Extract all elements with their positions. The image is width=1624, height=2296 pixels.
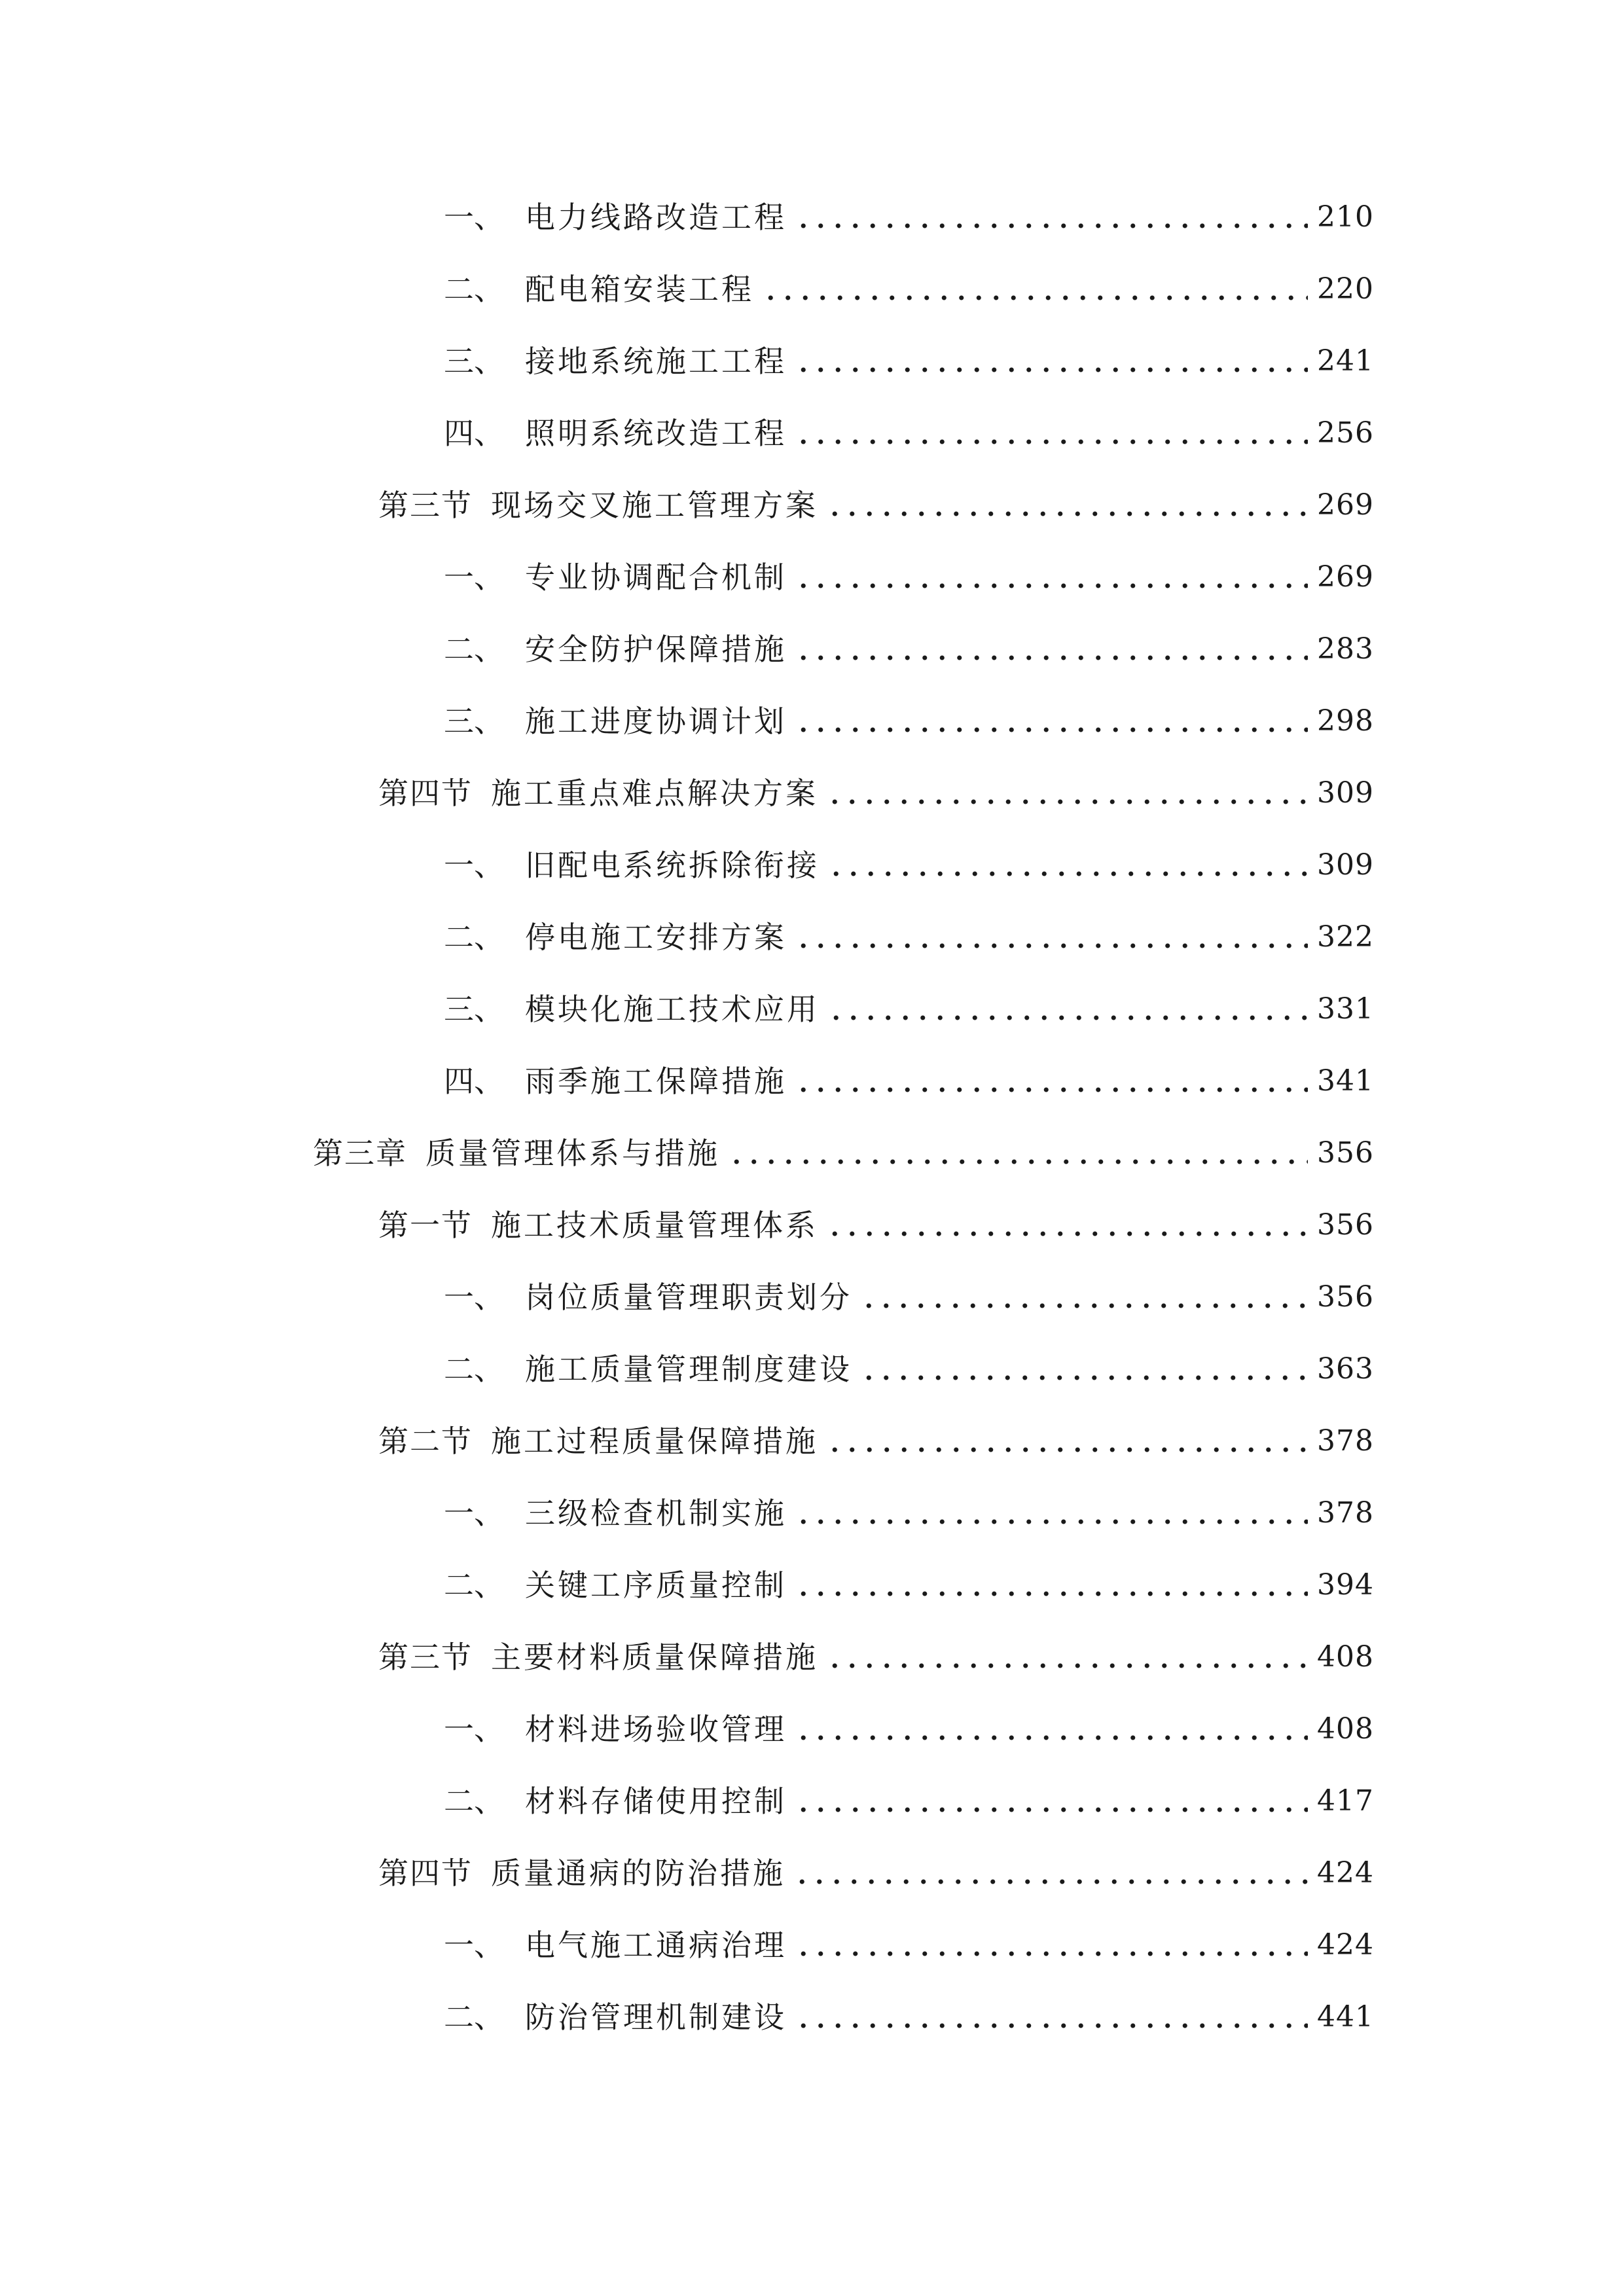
toc-entry[interactable] — [378, 1412, 1374, 1471]
toc-entry-page: 269 — [1317, 488, 1374, 522]
toc-entry[interactable] — [444, 1700, 1374, 1759]
toc-dot-leader — [795, 1087, 1308, 1092]
toc-entry[interactable] — [444, 260, 1374, 319]
toc-entry-title: 防治管理机制建设 — [525, 2000, 787, 2035]
toc-dot-leader — [795, 2023, 1308, 2028]
toc-entry-title: 质量通病的防治措施 — [491, 1856, 785, 1891]
toc-entry-page: 241 — [1317, 344, 1374, 378]
toc-entry[interactable] — [444, 836, 1374, 895]
toc-entry[interactable] — [444, 1340, 1374, 1399]
toc-entry[interactable] — [444, 332, 1374, 391]
toc-entry[interactable] — [313, 1124, 1374, 1183]
toc-dot-leader — [795, 943, 1308, 948]
toc-entry-number: 一、 — [444, 560, 504, 595]
toc-dot-leader — [826, 1447, 1308, 1452]
toc-entry-title: 接地系统施工工程 — [525, 344, 787, 379]
toc-entry-page: 408 — [1317, 1640, 1374, 1674]
toc-dot-leader — [795, 367, 1308, 372]
toc-entry-number: 二、 — [444, 632, 504, 667]
toc-entry-number: 二、 — [444, 272, 504, 307]
toc-entry-page: 341 — [1317, 1064, 1374, 1098]
toc-entry-page: 378 — [1317, 1496, 1374, 1530]
toc-entry-title: 安全防护保障措施 — [525, 632, 787, 667]
toc-entry[interactable] — [444, 980, 1374, 1039]
toc-entry-page: 378 — [1317, 1424, 1374, 1458]
toc-entry-title: 材料存储使用控制 — [525, 1784, 787, 1819]
toc-entry-page: 424 — [1317, 1856, 1374, 1890]
toc-entry-title: 关键工序质量控制 — [525, 1568, 787, 1603]
toc-entry-number: 二、 — [444, 2000, 504, 2035]
toc-entry-page: 283 — [1317, 632, 1374, 666]
toc-dot-leader — [795, 1807, 1308, 1812]
toc-entry[interactable] — [444, 1556, 1374, 1615]
toc-entry-page: 322 — [1317, 920, 1374, 954]
toc-entry[interactable] — [444, 1052, 1374, 1111]
toc-entry[interactable] — [444, 188, 1374, 247]
toc-dot-leader — [795, 223, 1308, 228]
toc-entry-number: 一、 — [444, 848, 504, 883]
toc-entry-title: 岗位质量管理职责划分 — [525, 1280, 852, 1315]
toc-entry[interactable] — [378, 764, 1374, 823]
toc-entry-title: 材料进场验收管理 — [525, 1712, 787, 1747]
toc-dot-leader — [795, 1735, 1308, 1740]
toc-entry-page: 394 — [1317, 1568, 1374, 1602]
toc-entry-section: 第一节 — [378, 1208, 473, 1243]
toc-entry-section: 第二节 — [378, 1424, 473, 1459]
toc-entry-title: 专业协调配合机制 — [525, 560, 787, 595]
toc-entry-page: 356 — [1317, 1136, 1374, 1170]
toc-dot-leader — [827, 871, 1308, 876]
toc-dot-leader — [795, 1951, 1308, 1956]
toc-entry-section: 第三节 — [378, 1640, 473, 1675]
toc-entry-section: 第四节 — [378, 776, 473, 811]
toc-entry-page: 356 — [1317, 1280, 1374, 1314]
toc-entry-page: 220 — [1317, 272, 1374, 306]
toc-entry-title: 停电施工安排方案 — [525, 920, 787, 955]
toc-entry[interactable] — [444, 908, 1374, 967]
toc-entry-title: 施工进度协调计划 — [525, 704, 787, 739]
toc-entry-number: 二、 — [444, 920, 504, 955]
toc-dot-leader — [860, 1375, 1308, 1380]
toc-dot-leader — [826, 1231, 1308, 1236]
toc-entry-page: 269 — [1317, 560, 1374, 594]
toc-entry[interactable] — [444, 404, 1374, 463]
toc-entry-page: 256 — [1317, 416, 1374, 450]
toc-entry-title: 旧配电系统拆除衔接 — [525, 848, 820, 883]
toc-entry-section: 第四节 — [378, 1856, 473, 1891]
toc-entry-page: 417 — [1317, 1784, 1374, 1818]
toc-dot-leader — [826, 799, 1308, 804]
toc-entry-number: 一、 — [444, 200, 504, 235]
toc-dot-leader — [793, 1879, 1308, 1884]
toc-entry-page: 309 — [1317, 848, 1374, 882]
toc-entry[interactable] — [444, 1268, 1374, 1327]
toc-entry[interactable] — [444, 1988, 1374, 2047]
toc-dot-leader — [762, 295, 1308, 300]
toc-dot-leader — [795, 439, 1308, 444]
toc-entry-title: 模块化施工技术应用 — [525, 992, 820, 1027]
toc-entry[interactable] — [378, 1628, 1374, 1687]
toc-entry-title: 施工过程质量保障措施 — [491, 1424, 818, 1459]
toc-entry-section: 第三节 — [378, 488, 473, 523]
toc-entry[interactable] — [444, 1772, 1374, 1831]
toc-dot-leader — [795, 655, 1308, 660]
toc-entry-number: 三、 — [444, 992, 504, 1027]
toc-entry[interactable] — [378, 1844, 1374, 1903]
toc-entry-number: 一、 — [444, 1712, 504, 1747]
toc-entry-chapter: 第三章 — [313, 1136, 407, 1171]
toc-entry-title: 配电箱安装工程 — [525, 272, 754, 307]
toc-entry-page: 298 — [1317, 704, 1374, 738]
toc-entry-title: 现场交叉施工管理方案 — [491, 488, 818, 523]
toc-entry-title: 主要材料质量保障措施 — [491, 1640, 818, 1675]
toc-entry[interactable] — [378, 476, 1374, 535]
toc-entry[interactable] — [444, 1916, 1374, 1975]
toc-entry[interactable] — [378, 1196, 1374, 1255]
toc-entry-title: 电力线路改造工程 — [525, 200, 787, 235]
toc-entry-title: 雨季施工保障措施 — [525, 1064, 787, 1099]
toc-dot-leader — [795, 1591, 1308, 1596]
toc-entry-title: 电气施工通病治理 — [525, 1928, 787, 1963]
toc-entry-number: 四、 — [444, 416, 504, 451]
toc-entry-number: 一、 — [444, 1928, 504, 1963]
toc-entry-number: 一、 — [444, 1496, 504, 1531]
toc-entry-title: 照明系统改造工程 — [525, 416, 787, 451]
toc-entry-page: 309 — [1317, 776, 1374, 810]
toc-dot-leader — [826, 1663, 1308, 1668]
toc-entry-page: 424 — [1317, 1928, 1374, 1962]
toc-dot-leader — [728, 1159, 1308, 1164]
toc-dot-leader — [795, 583, 1308, 588]
toc-entry[interactable] — [444, 548, 1374, 607]
toc-entry-page: 441 — [1317, 2000, 1374, 2034]
toc-entry-title: 施工重点难点解决方案 — [491, 776, 818, 811]
toc-entry[interactable] — [444, 692, 1374, 751]
toc-entry-title: 施工质量管理制度建设 — [525, 1352, 852, 1387]
toc-entry-number: 一、 — [444, 1280, 504, 1315]
toc-entry-page: 210 — [1317, 200, 1374, 234]
toc-entry-number: 二、 — [444, 1568, 504, 1603]
toc-entry-page: 356 — [1317, 1208, 1374, 1242]
toc-entry-number: 二、 — [444, 1352, 504, 1387]
toc-dot-leader — [860, 1303, 1308, 1308]
toc-entry-title: 施工技术质量管理体系 — [491, 1208, 818, 1243]
toc-dot-leader — [795, 727, 1308, 732]
toc-entry[interactable] — [444, 1484, 1374, 1543]
toc-entry-page: 408 — [1317, 1712, 1374, 1746]
toc-entry-number: 四、 — [444, 1064, 504, 1099]
toc-dot-leader — [826, 511, 1308, 516]
toc-dot-leader — [795, 1519, 1308, 1524]
toc-entry-title: 三级检查机制实施 — [525, 1496, 787, 1531]
toc-entry-title: 质量管理体系与措施 — [425, 1136, 720, 1171]
toc-entry-page: 331 — [1317, 992, 1374, 1026]
toc-entry-page: 363 — [1317, 1352, 1374, 1386]
toc-entry-number: 三、 — [444, 344, 504, 379]
toc-entry-number: 二、 — [444, 1784, 504, 1819]
toc-entry-number: 三、 — [444, 704, 504, 739]
toc-dot-leader — [827, 1015, 1308, 1020]
toc-entry[interactable] — [444, 620, 1374, 679]
